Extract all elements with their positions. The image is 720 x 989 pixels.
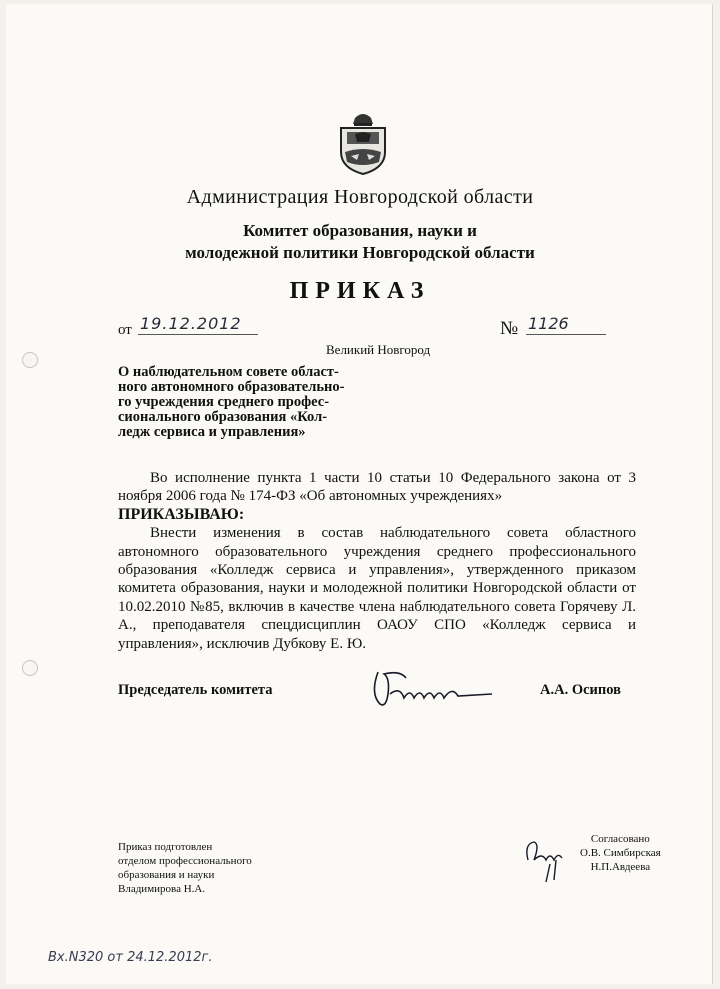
punch-hole-bottom — [22, 660, 38, 676]
subject-line: ного автономного образовательно- — [118, 379, 345, 395]
handwritten-date: 19.12.2012 — [140, 314, 242, 333]
subject-line: го учреждения среднего профес- — [118, 394, 330, 410]
chairman-signature — [360, 664, 500, 710]
number-underline — [526, 334, 606, 335]
order-title: ПРИКАЗ — [289, 278, 431, 304]
subject-line: ледж сервиса и управления» — [118, 424, 306, 440]
chairman-label: Председатель комитета — [118, 682, 273, 698]
prepared-line: Приказ подготовлен — [118, 841, 213, 853]
committee-line-1: Комитет образования, науки и — [243, 221, 477, 240]
order-body — [118, 469, 636, 653]
administration-heading: Администрация Новгородской области — [186, 186, 534, 208]
handwritten-order-number: 1126 — [528, 314, 569, 333]
order-subject — [118, 365, 378, 440]
chairman-name: А.А. Осипов — [540, 682, 621, 698]
subject-line: О наблюдательном совете област- — [118, 364, 339, 380]
prepared-by-block — [118, 840, 252, 896]
punch-hole-top — [22, 352, 38, 368]
date-label: от — [118, 322, 132, 338]
committee-heading — [0, 220, 720, 264]
coat-of-arms-emblem — [335, 110, 391, 176]
incoming-registration-note: Вх.N320 от 24.12.2012г. — [48, 950, 213, 965]
city-name: Великий Новгород — [326, 342, 431, 357]
subject-line: сионального образования «Кол- — [118, 409, 328, 425]
number-label: № — [500, 318, 519, 339]
prepared-line: Владимирова Н.А. — [118, 883, 206, 895]
agreed-by-block — [580, 832, 661, 874]
preamble-paragraph: Во исполнение пункта 1 части 10 статьи 10 Федерального закона от 3 ноября 2006 года № 174-ФЗ «Об автономных учреждениях» — [118, 470, 636, 505]
order-keyword: ПРИКАЗЫВАЮ: — [118, 505, 245, 523]
committee-line-2: молодежной политики Новгородской области — [185, 243, 535, 262]
prepared-line: образования и науки — [118, 869, 215, 881]
agreed-line: Н.П.Авдеева — [590, 861, 651, 873]
directive-paragraph: Внести изменения в состав наблюдательного совета областного автономного образовательного учреждения среднего профессионального образования «Колледж сервиса и управления», утвержденного приказом комитета образования, науки и молодежной политики Новгородской области от 10.02.2010 №85, включив в качестве члена наблюдательного совета Горячеву Л. А., преподавателя спецдисциплин ОАОУ СПО «Колледж сервиса и управления», исключив Дубкову Е. Ю. — [118, 525, 636, 652]
prepared-line: отделом профессионального — [118, 855, 252, 867]
agreed-line: О.В. Симбирская — [580, 847, 661, 859]
approval-signature — [520, 830, 580, 886]
date-underline — [138, 334, 258, 335]
agreed-line: Согласовано — [590, 833, 650, 845]
